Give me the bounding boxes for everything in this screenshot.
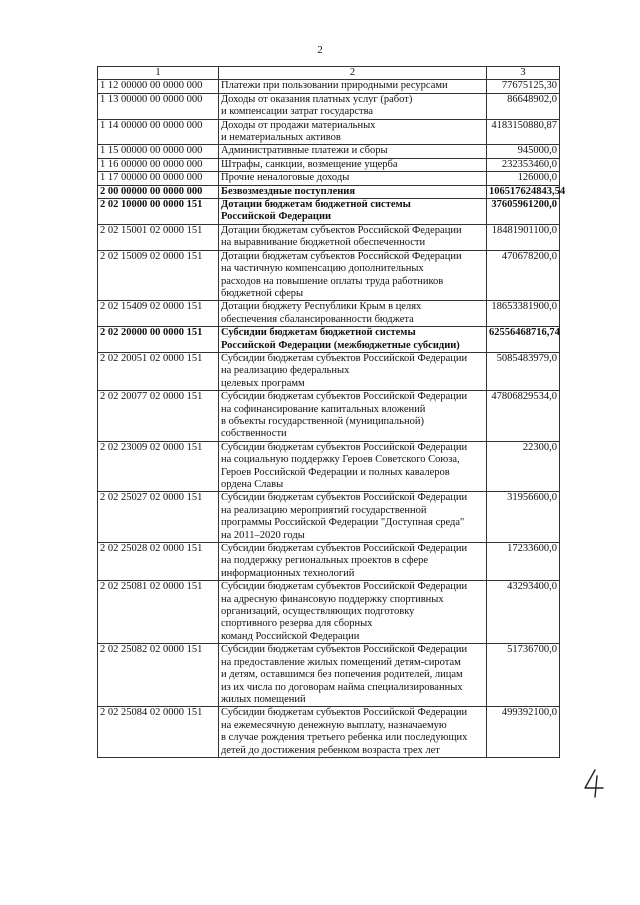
row-name: Субсидии бюджетам субъектов Российской Федерации на предоставление жилых помещений детям-сиротам и детям, оставшимся без попечения родителей, лицам из их числа по договорам найма специализированных жилых помещений [219,644,487,707]
table-row [98,327,560,353]
row-code: 2 02 23009 02 0000 151 [98,441,219,492]
row-code: 1 12 00000 00 0000 000 [98,80,219,93]
handwritten-margin-mark [581,768,607,798]
table-row [98,644,560,707]
column-number-row [98,67,560,80]
table-row [98,93,560,119]
row-amount: 17233600,0 [487,543,560,581]
row-name: Субсидии бюджетам субъектов Российской Федерации на социальную поддержку Героев Советского Союза, Героев Российской Федерации и полных кавалеров ордена Славы [219,441,487,492]
row-code: 2 02 20051 02 0000 151 [98,352,219,390]
row-name: Прочие неналоговые доходы [219,172,487,185]
table-row [98,185,560,198]
row-amount: 945000,0 [487,145,560,158]
row-name: Субсидии бюджетам субъектов Российской Федерации на поддержку региональных проектов в сфере информационных технологий [219,543,487,581]
row-name: Субсидии бюджетам субъектов Российской Федерации на адресную финансовую поддержку спортивных организаций, осуществляющих подготовку спортивного резерва для сборных команд Российской Федерации [219,581,487,644]
row-name: Субсидии бюджетам субъектов Российской Федерации на ежемесячную денежную выплату, назначаемую в случае рождения третьего ребенка или последующих детей до достижения ребенком возраста трех лет [219,707,487,758]
row-amount: 106517624843,54 [487,185,560,198]
row-name: Субсидии бюджетам субъектов Российской Федерации на реализацию федеральных целевых программ [219,352,487,390]
row-name: Безвозмездные поступления [219,185,487,198]
row-code: 1 13 00000 00 0000 000 [98,93,219,119]
table-row [98,492,560,543]
page-number: 2 [317,44,323,56]
column-header-code: 1 [98,67,219,80]
row-amount: 470678200,0 [487,250,560,301]
row-code: 2 02 25081 02 0000 151 [98,581,219,644]
column-header-amount: 3 [487,67,560,80]
row-code: 1 14 00000 00 0000 000 [98,119,219,145]
budget-revenue-table [97,66,566,758]
table-row [98,80,560,93]
table-row [98,543,560,581]
table-row [98,158,560,171]
row-code: 2 02 15009 02 0000 151 [98,250,219,301]
table-row [98,199,560,225]
row-name: Дотации бюджету Республики Крым в целях обеспечения сбалансированности бюджета [219,301,487,327]
row-name: Дотации бюджетам субъектов Российской Федерации на выравнивание бюджетной обеспеченности [219,224,487,250]
row-amount: 62556468716,74 [487,327,560,353]
row-amount: 51736700,0 [487,644,560,707]
row-name: Субсидии бюджетам субъектов Российской Федерации на софинансирование капитальных вложений в объекты государственной (муниципальной) собственности [219,391,487,442]
row-code: 1 15 00000 00 0000 000 [98,145,219,158]
row-amount: 126000,0 [487,172,560,185]
table-row [98,391,560,442]
row-name: Доходы от оказания платных услуг (работ) и компенсации затрат государства [219,93,487,119]
table-row [98,352,560,390]
table-header [98,67,560,80]
column-header-name: 2 [219,67,487,80]
row-amount: 43293400,0 [487,581,560,644]
row-amount: 499392100,0 [487,707,560,758]
table-body [98,80,566,758]
row-amount: 18653381900,0 [487,301,560,327]
row-amount: 77675125,30 [487,80,560,93]
row-name: Штрафы, санкции, возмещение ущерба [219,158,487,171]
table-row [98,224,560,250]
row-code: 2 02 15409 02 0000 151 [98,301,219,327]
table-row [98,707,560,758]
row-code: 1 16 00000 00 0000 000 [98,158,219,171]
table-row [98,145,560,158]
table-row [98,119,560,145]
row-code: 2 02 20077 02 0000 151 [98,391,219,442]
row-name: Субсидии бюджетам субъектов Российской Федерации на реализацию мероприятий государственной программы Российской Федерации "Доступная среда" на 2011–2020 годы [219,492,487,543]
row-amount: 5085483979,0 [487,352,560,390]
row-name: Доходы от продажи материальных и нематериальных активов [219,119,487,145]
row-code: 2 00 00000 00 0000 000 [98,185,219,198]
row-name: Дотации бюджетам субъектов Российской Федерации на частичную компенсацию дополнительных расходов на повышение оплаты труда работников бюджетной сферы [219,250,487,301]
row-code: 1 17 00000 00 0000 000 [98,172,219,185]
table-row [98,172,560,185]
row-code: 2 02 25027 02 0000 151 [98,492,219,543]
row-name: Административные платежи и сборы [219,145,487,158]
table-row [98,441,560,492]
row-amount: 47806829534,0 [487,391,560,442]
row-name: Субсидии бюджетам бюджетной системы Российской Федерации (межбюджетные субсидии) [219,327,487,353]
row-amount: 18481901100,0 [487,224,560,250]
table-row [98,301,560,327]
row-code: 2 02 15001 02 0000 151 [98,224,219,250]
row-amount: 86648902,0 [487,93,560,119]
row-amount: 4183150880,87 [487,119,560,145]
row-code: 2 02 25084 02 0000 151 [98,707,219,758]
row-code: 2 02 20000 00 0000 151 [98,327,219,353]
row-name: Платежи при пользовании природными ресурсами [219,80,487,93]
row-code: 2 02 25082 02 0000 151 [98,644,219,707]
row-amount: 232353460,0 [487,158,560,171]
row-name: Дотации бюджетам бюджетной системы Российской Федерации [219,199,487,225]
table-row [98,250,560,301]
row-code: 2 02 25028 02 0000 151 [98,543,219,581]
row-amount: 22300,0 [487,441,560,492]
row-amount: 37605961200,0 [487,199,560,225]
row-code: 2 02 10000 00 0000 151 [98,199,219,225]
table-row [98,581,560,644]
row-amount: 31956600,0 [487,492,560,543]
